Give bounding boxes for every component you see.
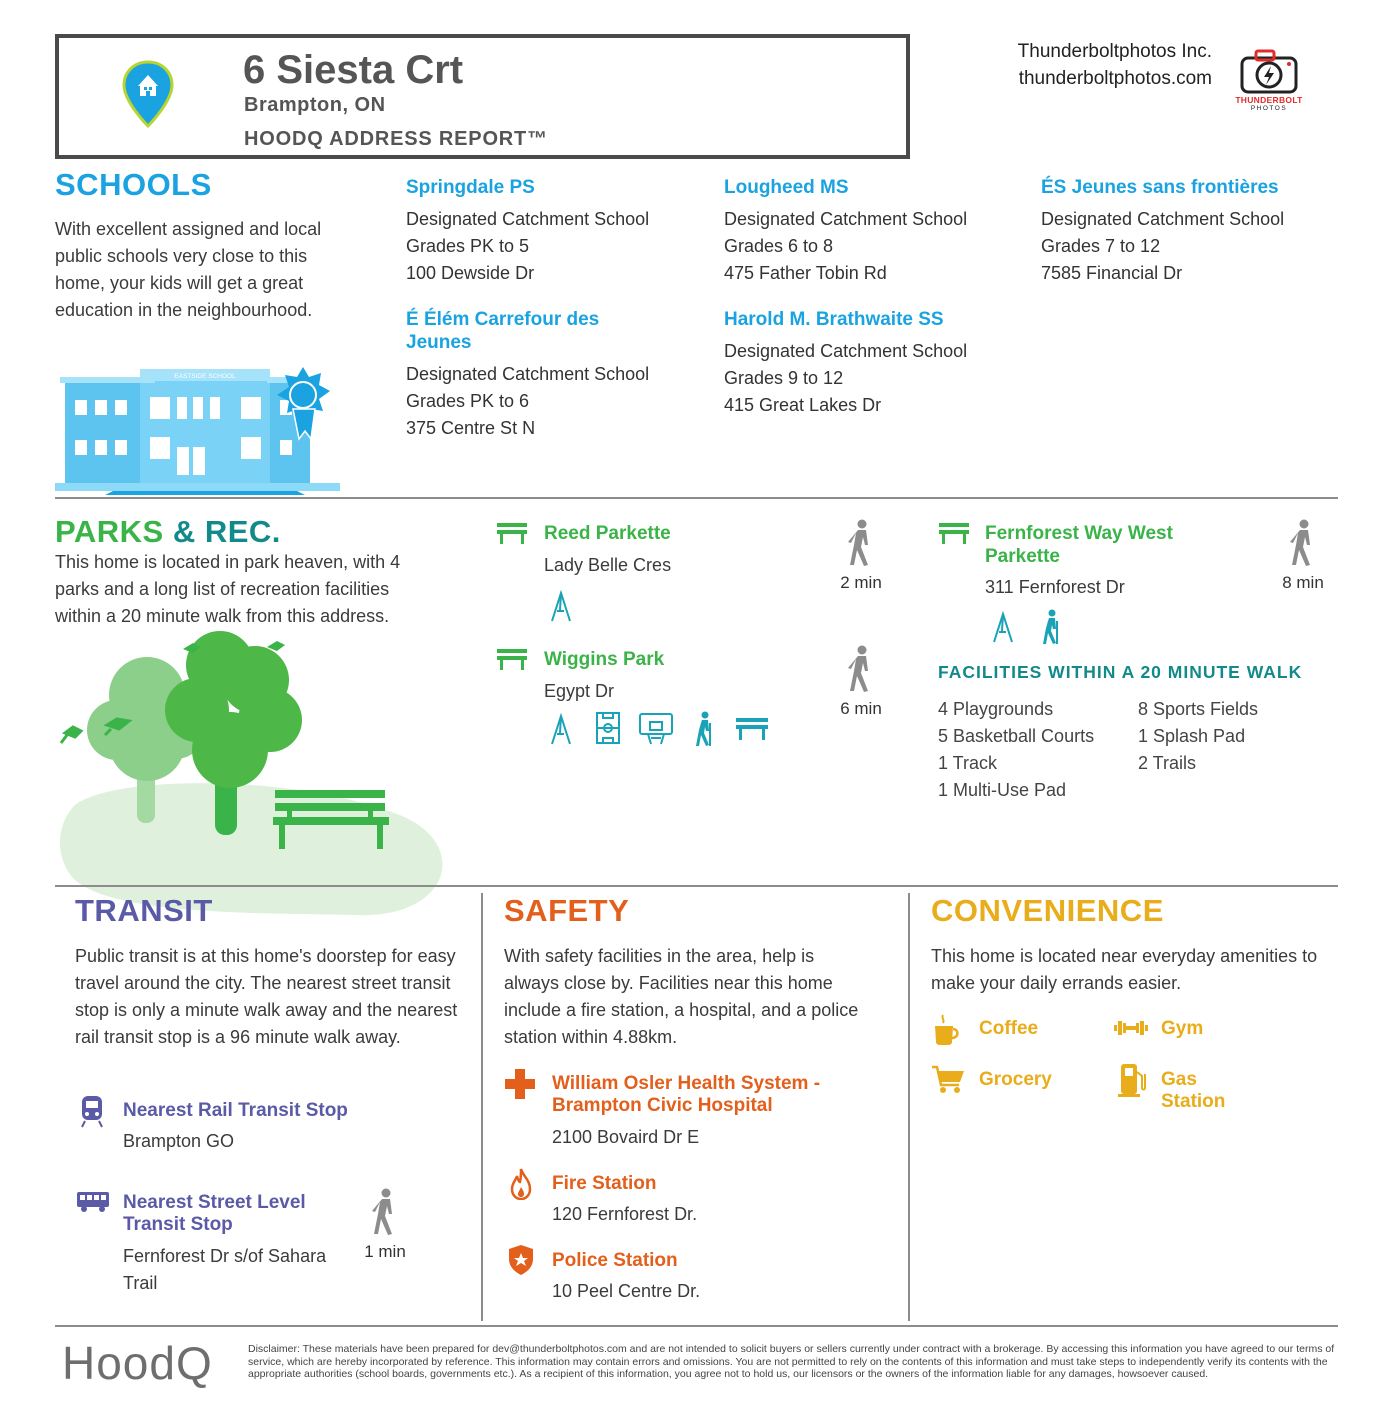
school-name[interactable]: Harold M. Brathwaite SS <box>724 309 944 330</box>
walk-time <box>831 645 891 719</box>
park-name[interactable]: Wiggins Park <box>544 649 665 670</box>
playground-icon <box>548 713 574 745</box>
basketball-icon <box>638 712 674 746</box>
fire-icon <box>510 1168 532 1200</box>
school-type: Designated Catchment School <box>406 364 650 384</box>
train-icon <box>80 1094 104 1128</box>
facility-item: 2 Trails <box>1138 753 1197 773</box>
school-name[interactable]: É Élém Carrefour des Jeunes <box>406 309 600 353</box>
school-address: 100 Dewside Dr <box>406 263 535 283</box>
school-building-illustration <box>55 355 340 495</box>
convenience-item[interactable]: Grocery <box>979 1069 1052 1090</box>
safety-facility-address: 2100 Bovaird Dr E <box>552 1127 700 1147</box>
safety-title: SAFETY <box>504 893 630 928</box>
parks-title <box>55 514 281 550</box>
gym-dumbbell-icon <box>1113 1019 1149 1037</box>
location-pin-icon <box>122 60 174 128</box>
park-name[interactable]: Fernforest Way West Parkette <box>985 523 1173 567</box>
school-address: 415 Great Lakes Dr <box>724 395 882 415</box>
safety-facility-address: 120 Fernforest Dr. <box>552 1204 698 1224</box>
school-card <box>1041 176 1341 287</box>
walk-time-label: 8 min <box>1282 573 1324 592</box>
bench-icon <box>496 647 528 671</box>
walking-person-icon <box>846 519 876 567</box>
safety-facility-name[interactable]: William Osler Health System - Brampton Civic Hospital <box>552 1073 821 1116</box>
schools-description: With excellent assigned and local public schools very close to this home, your kids will get a great education in the neighbourhood. <box>55 219 322 320</box>
school-grades: Grades 6 to 8 <box>724 236 834 256</box>
walking-person-icon <box>1288 519 1318 567</box>
facility-item: 1 Multi-Use Pad <box>938 780 1067 800</box>
address-title: 6 Siesta Crt <box>243 48 464 92</box>
convenience-item[interactable]: Coffee <box>979 1018 1039 1039</box>
school-grades: Grades PK to 6 <box>406 391 530 411</box>
bus-icon <box>76 1191 110 1213</box>
hospital-cross-icon <box>504 1068 536 1100</box>
transit-title: TRANSIT <box>75 893 213 928</box>
divider <box>55 885 1338 887</box>
school-card <box>724 308 1024 419</box>
facility-item: 5 Basketball Courts <box>938 726 1095 746</box>
walk-time <box>1273 519 1333 593</box>
playground-icon <box>548 590 574 622</box>
rail-stop-name[interactable]: Brampton GO <box>123 1131 235 1151</box>
school-grades: Grades PK to 5 <box>406 236 530 256</box>
playground-icon <box>990 611 1016 643</box>
facility-item: 4 Playgrounds <box>938 699 1054 719</box>
walk-time <box>831 519 891 593</box>
gas-station-icon <box>1117 1062 1147 1098</box>
school-name[interactable]: Lougheed MS <box>724 177 849 198</box>
park-address: 311 Fernforest Dr <box>985 577 1125 597</box>
grocery-cart-icon <box>931 1065 965 1095</box>
school-type: Designated Catchment School <box>724 341 968 361</box>
school-card <box>406 308 696 442</box>
safety-facility-name[interactable]: Police Station <box>552 1250 678 1271</box>
walking-person-icon <box>370 1188 400 1236</box>
street-stop-name[interactable]: Fernforest Dr s/of Sahara Trail <box>123 1246 327 1293</box>
divider <box>55 1325 1338 1327</box>
report-title: HOODQ ADDRESS REPORT™ <box>244 128 548 150</box>
safety-facility-name[interactable]: Fire Station <box>552 1173 657 1194</box>
street-stop-label: Nearest Street Level Transit Stop <box>123 1192 306 1235</box>
school-sign-text: EASTSIDE SCHOOL <box>174 373 236 380</box>
coffee-icon <box>933 1014 961 1046</box>
convenience-item[interactable]: Gas Station <box>1161 1069 1226 1112</box>
logo-subtext: PHOTOS <box>1250 105 1288 112</box>
disclaimer-text: Disclaimer: These materials have been prepared for dev@thunderboltphotos.com and are not intended to solicit buyers or sellers currently under contract with a brokerage. By accessing this information you have agreed to our terms of service, which are hereby incorporated by reference. This information may contain errors and omissions. You are not permitted to rely on the contents of this information and must take steps to independently verify its contents with the appropriate authorities (school boards, governments etc.). As a recipient of this information, you agree not to hold us, our licensors or the owners of the information liable for any damages, howsoever caused. <box>248 1343 1335 1380</box>
walk-time-label: 2 min <box>840 573 882 592</box>
school-card <box>406 176 706 287</box>
walk-time <box>355 1188 415 1262</box>
school-name[interactable]: Springdale PS <box>406 177 535 198</box>
trail-icon <box>1040 609 1062 645</box>
school-address: 7585 Financial Dr <box>1041 263 1183 283</box>
facilities-title: FACILITIES WITHIN A 20 MINUTE WALK <box>938 662 1303 682</box>
company-website[interactable]: thunderboltphotos.com <box>1018 68 1212 89</box>
school-type: Designated Catchment School <box>724 209 968 229</box>
parks-description: This home is located in park heaven, with 4 parks and a long list of recreation facilities within a 20 minute walk from this address. <box>55 552 401 626</box>
facility-item: 1 Splash Pad <box>1138 726 1246 746</box>
company-name: Thunderboltphotos Inc. <box>1017 41 1212 62</box>
park-address: Egypt Dr <box>544 681 615 701</box>
school-grades: Grades 7 to 12 <box>1041 236 1161 256</box>
school-card <box>724 176 1024 287</box>
convenience-item[interactable]: Gym <box>1161 1018 1204 1039</box>
school-address: 475 Father Tobin Rd <box>724 263 887 283</box>
camera-logo-icon <box>1238 48 1300 94</box>
police-badge-icon <box>508 1244 534 1276</box>
park-address: Lady Belle Cres <box>544 555 672 575</box>
park-name[interactable]: Reed Parkette <box>544 523 671 544</box>
column-divider <box>908 893 910 1321</box>
school-address: 375 Centre St N <box>406 418 536 438</box>
school-grades: Grades 9 to 12 <box>724 368 844 388</box>
convenience-description: This home is located near everyday amenities to make your daily errands easier. <box>931 946 1318 993</box>
bench-icon <box>938 521 970 545</box>
walk-time-label: 1 min <box>364 1242 406 1261</box>
walk-time-label: 6 min <box>840 699 882 718</box>
bench-icon <box>496 521 528 545</box>
facilities-list-left <box>938 696 1094 804</box>
school-type: Designated Catchment School <box>1041 209 1285 229</box>
convenience-title: CONVENIENCE <box>931 893 1164 928</box>
safety-description: With safety facilities in the area, help is always close by. Facilities near this home include a fire station, a hospital, and a police station within 4.88km. <box>504 946 859 1047</box>
address-city: Brampton, ON <box>244 94 386 116</box>
rail-stop-label: Nearest Rail Transit Stop <box>123 1100 348 1121</box>
hoodq-brand-logo: HoodQ <box>62 1337 213 1389</box>
sports-field-icon <box>595 711 621 745</box>
schools-title: SCHOOLS <box>55 167 212 202</box>
facility-item: 8 Sports Fields <box>1138 699 1259 719</box>
parks-title-part2: & REC. <box>172 514 281 549</box>
column-divider <box>481 893 483 1321</box>
safety-facility-address: 10 Peel Centre Dr. <box>552 1281 701 1301</box>
facility-item: 1 Track <box>938 753 998 773</box>
parks-title-part1: PARKS <box>55 514 164 549</box>
facilities-list-right <box>1138 696 1258 777</box>
walking-person-icon <box>846 645 876 693</box>
bench-icon <box>735 716 769 742</box>
school-name[interactable]: ÉS Jeunes sans frontières <box>1041 177 1279 198</box>
school-type: Designated Catchment School <box>406 209 650 229</box>
trail-icon <box>693 711 715 747</box>
logo-text: THUNDERBOLT <box>1235 95 1303 105</box>
park-illustration <box>55 625 455 920</box>
divider <box>55 497 1338 499</box>
transit-description: Public transit is at this home's doorstep for easy travel around the city. The nearest street transit stop is only a minute walk away and the nearest rail transit stop is a 96 minute walk away. <box>75 946 458 1047</box>
